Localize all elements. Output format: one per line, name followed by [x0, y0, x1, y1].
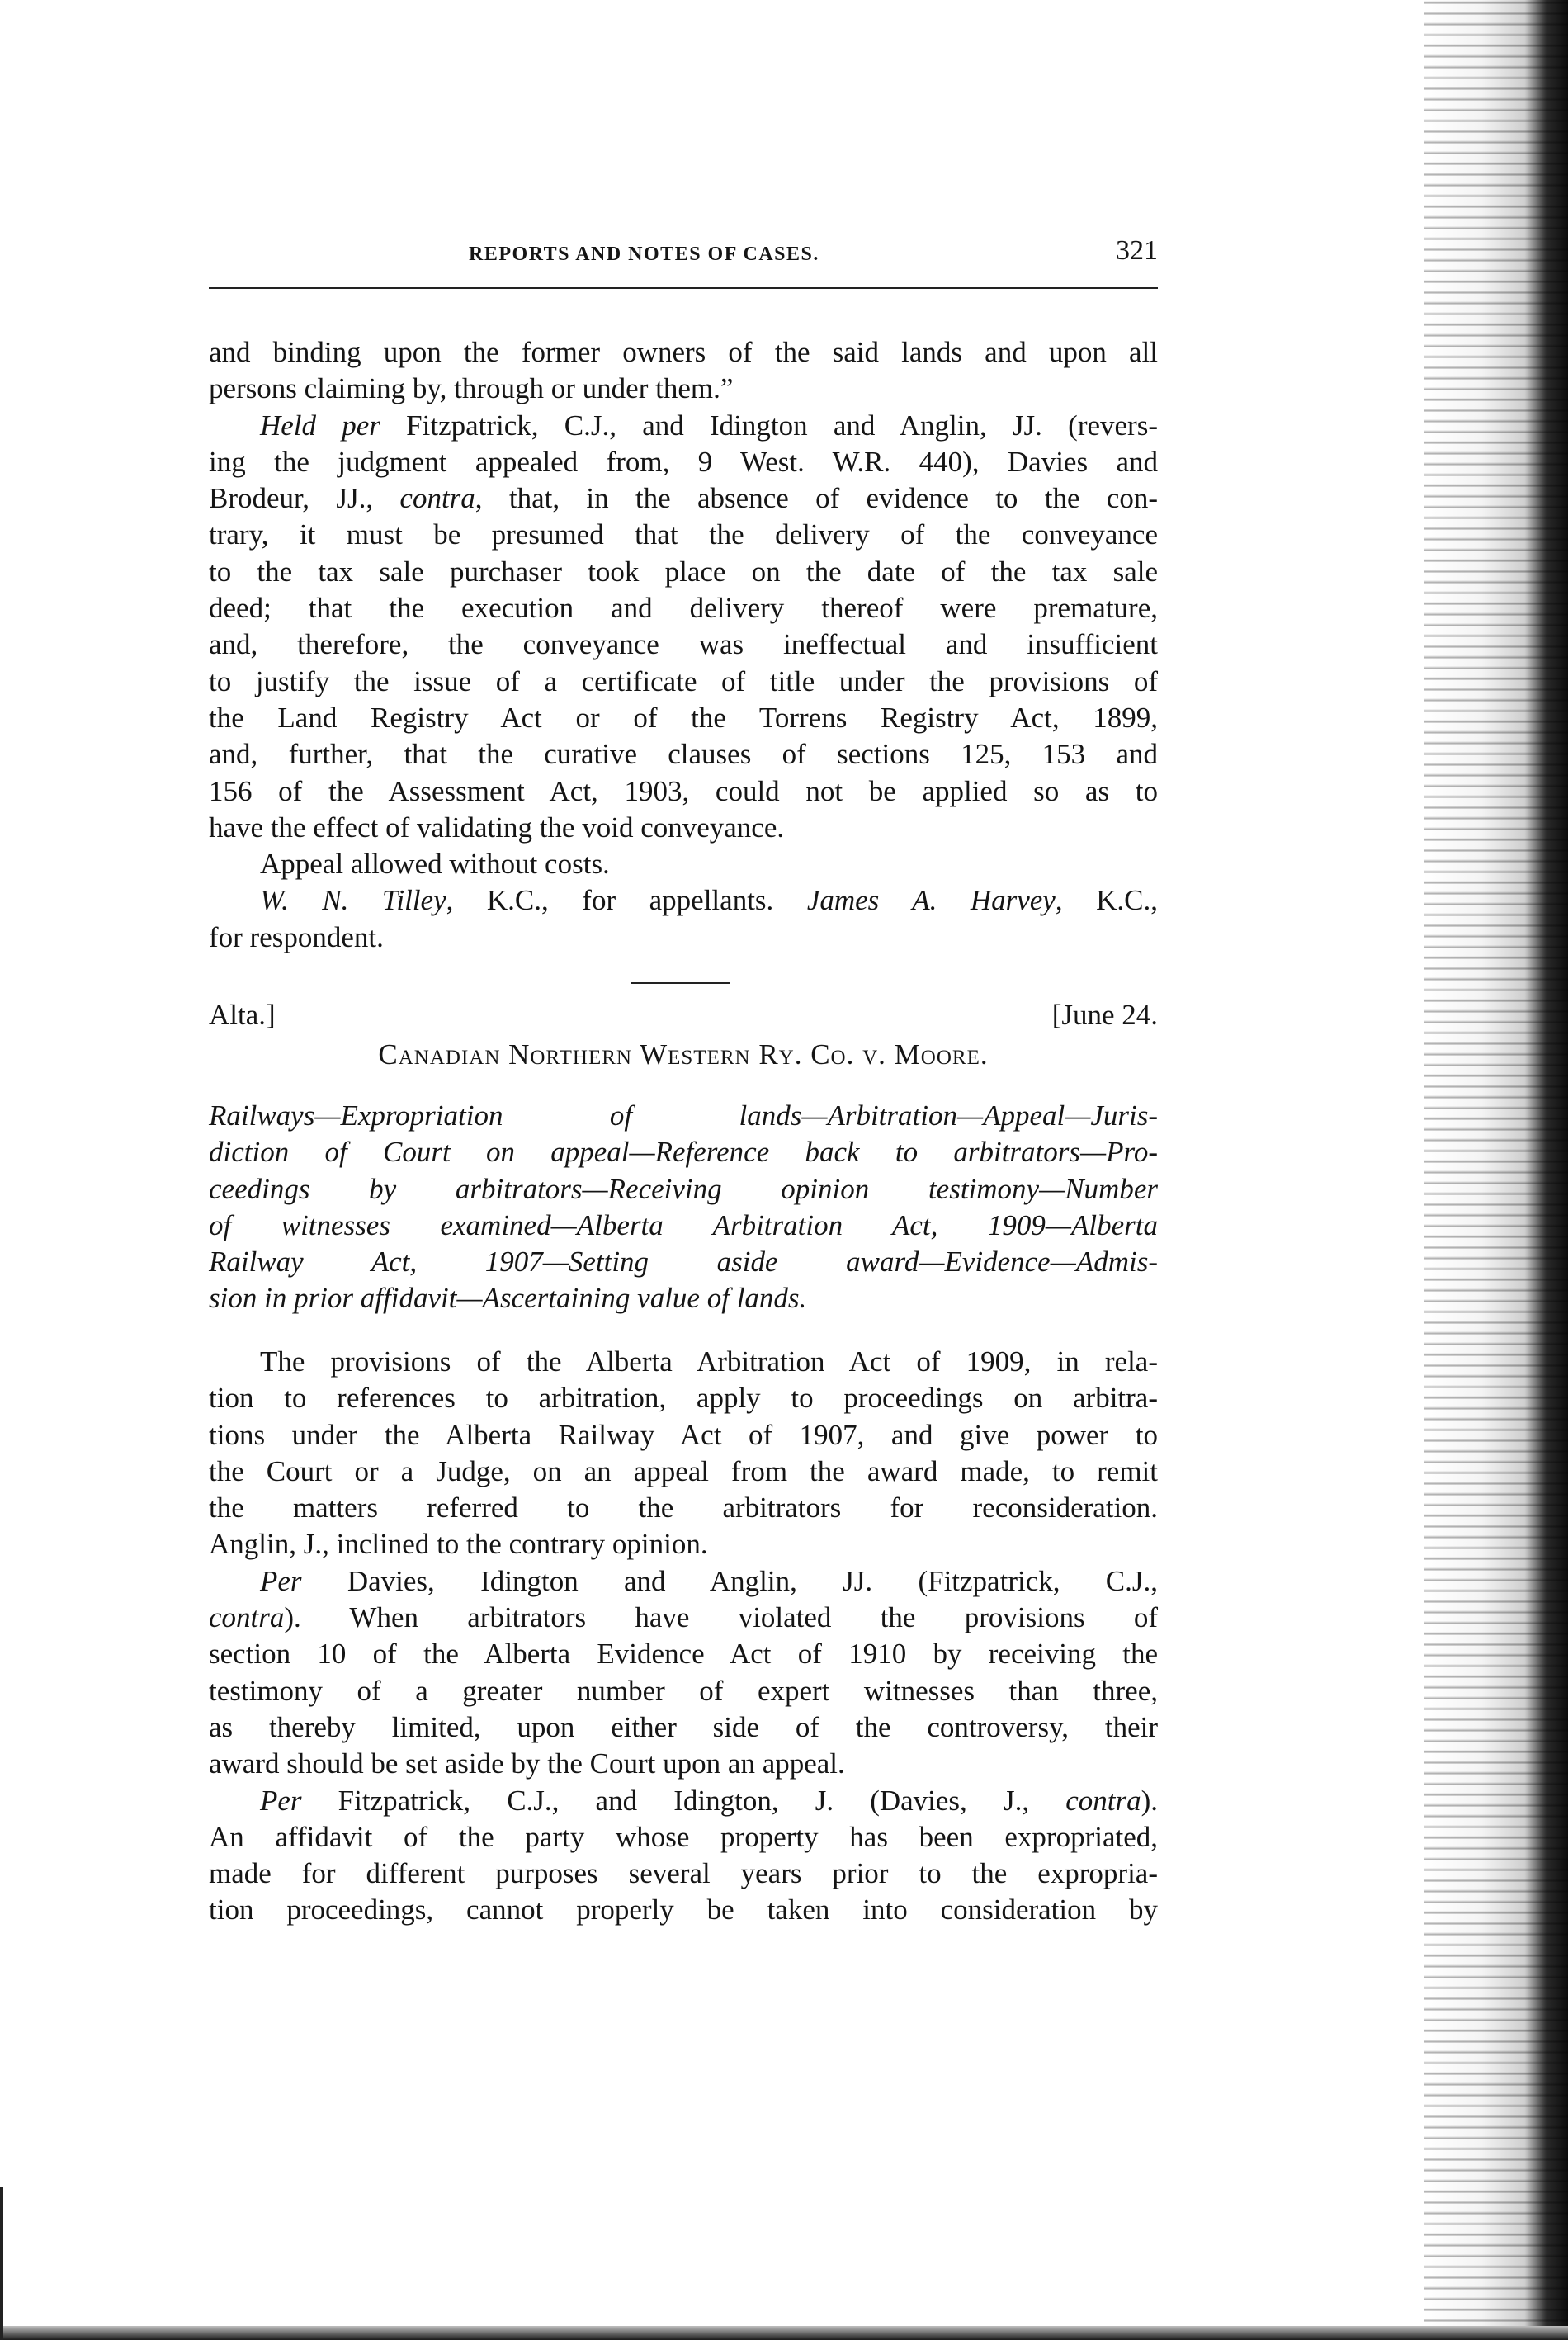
headnote-line: of witnesses examined—Alberta Arbitration Act, 1909—Alberta [209, 1208, 1158, 1241]
headnote-line: sion in prior affidavit—Ascertaining value of lands. [209, 1282, 807, 1315]
scan-bottom-edge [0, 2326, 1568, 2340]
text-line: to justify the issue of a certificate of title under the provisions of [209, 664, 1158, 697]
text-line: The provisions of the Alberta Arbitration Act of 1909, in rela- [260, 1345, 1158, 1378]
text-line [209, 408, 1158, 444]
text-line: and, further, that the curative clauses of sections 125, 153 and [209, 738, 1158, 771]
running-header [209, 235, 1158, 268]
text-line: section 10 of the Alberta Evidence Act of 1910 by receiving the [209, 1638, 1158, 1671]
text-line: the Court or a Judge, on an appeal from the award made, to remit [209, 1454, 1158, 1487]
case-province: Alta.] [209, 999, 276, 1031]
text-line: 156 of the Assessment Act, 1903, could not be applied so as to [209, 774, 1158, 807]
held-per-italic: Held per [260, 409, 380, 442]
text-line: and binding upon the former owners of the said lands and upon all [209, 336, 1158, 368]
text-line: the Land Registry Act or of the Torrens Registry Act, 1899, [209, 701, 1158, 734]
previous-case-conclusion [209, 334, 1158, 956]
appeal-result: Appeal allowed without costs. [260, 848, 610, 881]
scan-edge-artifact [1424, 0, 1568, 2340]
text-line: to the tax sale purchaser took place on the date of the tax sale [209, 555, 1158, 588]
text-line-part: Brodeur, JJ., [209, 482, 400, 515]
case-headnote [209, 1098, 1158, 1317]
headnote-line: Railways—Expropriation of lands—Arbitration—Appeal—Juris- [209, 1099, 1158, 1132]
per-italic: Per [260, 1784, 302, 1817]
text-line: ing the judgment appealed from, 9 West. W.R. 440), Davies and [209, 445, 1158, 478]
text-line-rest: Fitzpatrick, C.J., and Idington and Anglin, JJ. (revers- [380, 409, 1158, 442]
text-line: tion to references to arbitration, apply to proceedings on arbitra- [209, 1382, 1158, 1415]
text-line [209, 1563, 1158, 1600]
text-line: have the effect of validating the void conveyance. [209, 811, 785, 844]
text-line: Anglin, J., inclined to the contrary opinion. [209, 1528, 708, 1561]
text-line: the matters referred to the arbitrators for reconsideration. [209, 1491, 1158, 1525]
counsel-appellant: W. N. Tilley [260, 884, 446, 917]
headnote-line: diction of Court on appeal—Reference back to arbitrators—Pro- [209, 1136, 1158, 1169]
text-line: made for different purposes several years prior to the expropria- [209, 1857, 1158, 1890]
text-line: persons claiming by, through or under them.” [209, 372, 734, 405]
per-italic: Per [260, 1564, 302, 1597]
text-line-part: , K.C., for appellants. [446, 884, 807, 917]
text-line: and, therefore, the conveyance was ineffectual and insufficient [209, 628, 1158, 661]
text-line: testimony of a greater number of expert witnesses than three, [209, 1674, 1158, 1707]
header-rule [209, 287, 1158, 289]
text-line-part: , K.C., [1055, 884, 1159, 917]
text-line: trary, it must be presumed that the delivery of the conveyance [209, 518, 1158, 551]
text-line-part: Fitzpatrick, C.J., and Idington, J. (Davies, J., [301, 1784, 1066, 1817]
running-header-title: REPORTS AND NOTES OF CASES. [469, 243, 819, 265]
text-line: An affidavit of the party whose property has been expropriated, [209, 1820, 1158, 1853]
page-number: 321 [1116, 235, 1158, 266]
text-line: as thereby limited, upon either side of the controversy, their [209, 1710, 1158, 1743]
text-line: deed; that the execution and delivery thereof were premature, [209, 592, 1158, 625]
counsel-line [209, 882, 1158, 919]
headnote-line: Railway Act, 1907—Setting aside award—Evidence—Admis- [209, 1246, 1158, 1279]
text-line: award should be set aside by the Court upon an appeal. [209, 1747, 845, 1780]
case-summary [209, 1344, 1158, 1929]
contra-italic: contra [1065, 1784, 1141, 1817]
case-date: [June 24. [1051, 999, 1158, 1031]
scan-left-edge [0, 2187, 3, 2340]
text-line [209, 1783, 1158, 1819]
headnote-line: ceedings by arbitrators—Receiving opinion testimony—Number [209, 1172, 1158, 1205]
text-line: tions under the Alberta Railway Act of 1907, and give power to [209, 1418, 1158, 1451]
text-line-rest: ). When arbitrators have violated the provisions of [284, 1601, 1158, 1634]
text-line-rest: Davies, Idington and Anglin, JJ. (Fitzpatrick, C.J., [301, 1564, 1158, 1597]
text-line [209, 480, 1158, 517]
text-line-part: , that, in the absence of evidence to the con- [475, 482, 1158, 515]
text-line [209, 1600, 1158, 1636]
contra-italic: contra [399, 482, 475, 515]
text-line: for respondent. [209, 920, 384, 953]
contra-italic: contra [209, 1601, 285, 1634]
counsel-respondent: James A. Harvey [806, 884, 1056, 917]
case-title: Canadian Northern Western Ry. Co. v. Moore. [378, 1038, 989, 1071]
text-line: tion proceedings, cannot properly be taken into consideration by [209, 1893, 1158, 1926]
text-line-part: ). [1141, 1784, 1158, 1817]
case-separator [631, 982, 730, 984]
